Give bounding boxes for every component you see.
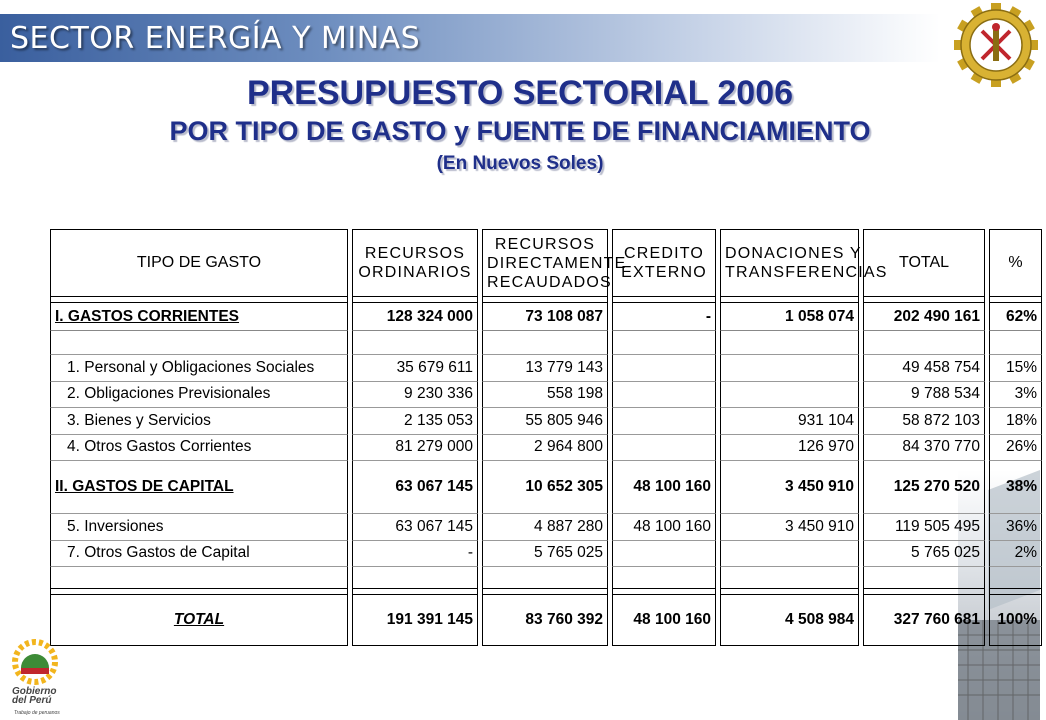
budget-table bbox=[46, 229, 1046, 646]
cell-pct: 2% bbox=[989, 541, 1042, 568]
row-label: 4. Otros Gastos Corrientes bbox=[50, 435, 348, 462]
cell-pct: 38% bbox=[989, 461, 1042, 514]
row-label: I. GASTOS CORRIENTES bbox=[50, 302, 348, 331]
gobierno-peru-logo-icon bbox=[8, 638, 78, 718]
cell-ce: 48 100 160 bbox=[612, 594, 716, 646]
row-label: 7. Otros Gastos de Capital bbox=[50, 541, 348, 568]
page-subtitle: POR TIPO DE GASTO y FUENTE DE FINANCIAMIENTO bbox=[169, 116, 871, 146]
cell-rd: 83 760 392 bbox=[482, 594, 608, 646]
table-header-row bbox=[50, 229, 1042, 297]
cell-rd: 73 108 087 bbox=[482, 302, 608, 331]
row-label: TOTAL bbox=[50, 594, 348, 646]
cell-ce bbox=[612, 435, 716, 462]
cell-total: 84 370 770 bbox=[863, 435, 985, 462]
cell-ro: 63 067 145 bbox=[352, 514, 478, 541]
cell-total: 49 458 754 bbox=[863, 355, 985, 382]
sector-banner bbox=[0, 14, 940, 62]
cell-rd: 2 964 800 bbox=[482, 435, 608, 462]
cell-pct: 3% bbox=[989, 382, 1042, 409]
header-recursos-ordinarios: RECURSOS ORDINARIOS bbox=[352, 229, 478, 297]
row-label: 2. Obligaciones Previsionales bbox=[50, 382, 348, 409]
row-label: 1. Personal y Obligaciones Sociales bbox=[50, 355, 348, 382]
table-row bbox=[50, 382, 1042, 409]
table-row bbox=[50, 541, 1042, 568]
header-recursos-directamente-recaudados: RECURSOS DIRECTAMENTE RECAUDADOS bbox=[482, 229, 608, 297]
cell-rd: 13 779 143 bbox=[482, 355, 608, 382]
table-row bbox=[50, 355, 1042, 382]
cell-dt: 3 450 910 bbox=[720, 461, 859, 514]
cell-ro: 2 135 053 bbox=[352, 408, 478, 435]
cell-pct: 18% bbox=[989, 408, 1042, 435]
table-row-gastos-corrientes bbox=[50, 302, 1042, 331]
cell-total: 9 788 534 bbox=[863, 382, 985, 409]
cell-rd: 4 887 280 bbox=[482, 514, 608, 541]
table-row bbox=[50, 408, 1042, 435]
cell-total: 202 490 161 bbox=[863, 302, 985, 331]
cell-ce: 48 100 160 bbox=[612, 514, 716, 541]
table-row-total bbox=[50, 594, 1042, 646]
unit-label: (En Nuevos Soles) bbox=[436, 153, 604, 174]
cell-pct: 36% bbox=[989, 514, 1042, 541]
table-row bbox=[50, 514, 1042, 541]
cell-ro: 35 679 611 bbox=[352, 355, 478, 382]
cell-rd: 55 805 946 bbox=[482, 408, 608, 435]
cell-total: 327 760 681 bbox=[863, 594, 985, 646]
cell-ro: 9 230 336 bbox=[352, 382, 478, 409]
cell-ro: 63 067 145 bbox=[352, 461, 478, 514]
row-label: 3. Bienes y Servicios bbox=[50, 408, 348, 435]
cell-rd: 10 652 305 bbox=[482, 461, 608, 514]
cell-ce bbox=[612, 541, 716, 568]
cell-ce: 48 100 160 bbox=[612, 461, 716, 514]
cell-rd: 5 765 025 bbox=[482, 541, 608, 568]
cell-ro: 81 279 000 bbox=[352, 435, 478, 462]
cell-total: 119 505 495 bbox=[863, 514, 985, 541]
cell-total: 58 872 103 bbox=[863, 408, 985, 435]
cell-dt bbox=[720, 541, 859, 568]
cell-ro: 191 391 145 bbox=[352, 594, 478, 646]
cell-ro: - bbox=[352, 541, 478, 568]
cell-rd: 558 198 bbox=[482, 382, 608, 409]
row-label: 5. Inversiones bbox=[50, 514, 348, 541]
cell-ce bbox=[612, 408, 716, 435]
sector-banner-text: SECTOR ENERGÍA Y MINAS bbox=[10, 21, 421, 56]
cell-pct: 100% bbox=[989, 594, 1042, 646]
cell-ce bbox=[612, 355, 716, 382]
cell-total: 5 765 025 bbox=[863, 541, 985, 568]
header-percent: % bbox=[989, 229, 1042, 297]
header-tipo-gasto: TIPO DE GASTO bbox=[50, 229, 348, 297]
header-credito-externo: CREDITO EXTERNO bbox=[612, 229, 716, 297]
header-total: TOTAL bbox=[863, 229, 985, 297]
cell-dt: 126 970 bbox=[720, 435, 859, 462]
cell-pct: 26% bbox=[989, 435, 1042, 462]
cell-dt: 1 058 074 bbox=[720, 302, 859, 331]
gobierno-peru-tagline: Trabajo de peruanos bbox=[14, 710, 60, 716]
cell-ce bbox=[612, 382, 716, 409]
cell-dt: 931 104 bbox=[720, 408, 859, 435]
cell-ro: 128 324 000 bbox=[352, 302, 478, 331]
cell-pct: 15% bbox=[989, 355, 1042, 382]
cell-dt bbox=[720, 355, 859, 382]
cell-pct: 62% bbox=[989, 302, 1042, 331]
row-label: II. GASTOS DE CAPITAL bbox=[50, 461, 348, 514]
page-title: PRESUPUESTO SECTORIAL 2006 bbox=[246, 74, 794, 112]
table-row-gastos-capital bbox=[50, 461, 1042, 514]
gobierno-peru-logo-text: Gobierno del Perú bbox=[12, 686, 57, 706]
table-row bbox=[50, 435, 1042, 462]
cell-dt bbox=[720, 382, 859, 409]
cell-ce: - bbox=[612, 302, 716, 331]
cell-dt: 4 508 984 bbox=[720, 594, 859, 646]
cell-total: 125 270 520 bbox=[863, 461, 985, 514]
cell-dt: 3 450 910 bbox=[720, 514, 859, 541]
header-donaciones-transferencias: DONACIONES Y TRANSFERENCIAS bbox=[720, 229, 859, 297]
